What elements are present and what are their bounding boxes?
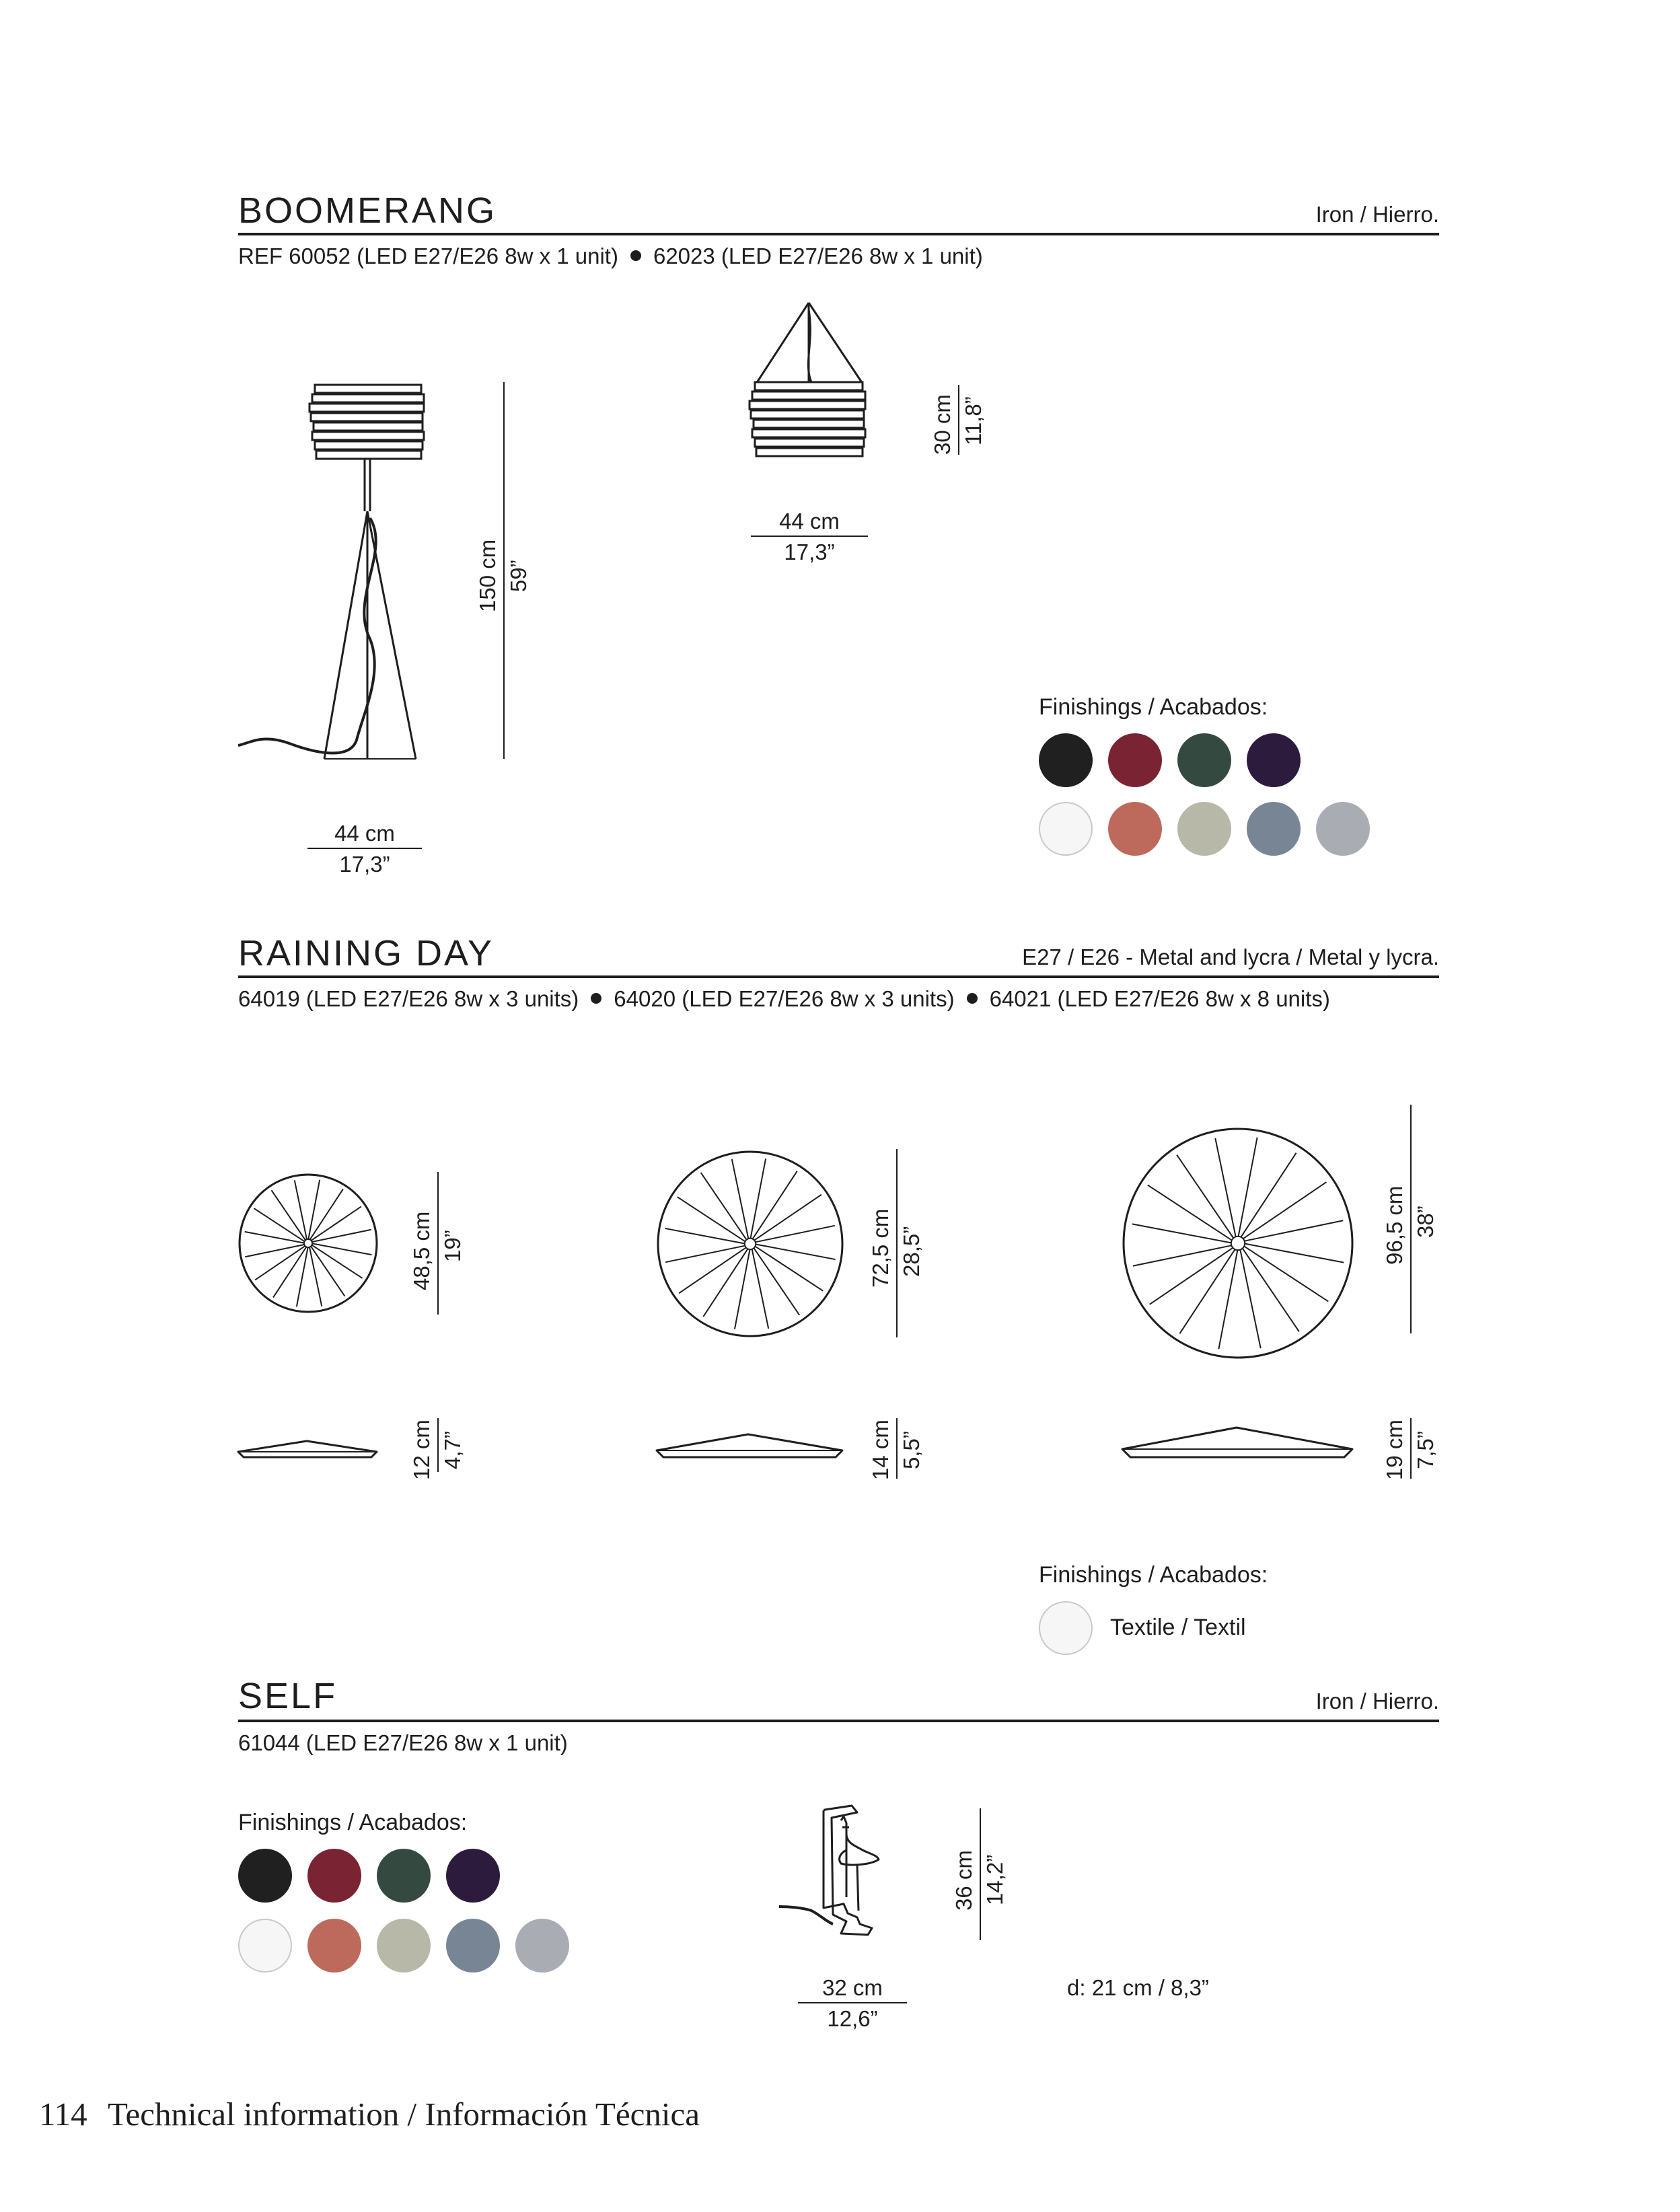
swatch-dark-green (1177, 733, 1231, 787)
boomerang-title: BOOMERANG (238, 190, 497, 231)
raining-day-material: E27 / E26 - Metal and lycra / Metal y lycra. (1022, 945, 1439, 969)
self-width-cm: 32 cm (822, 1975, 883, 2000)
raining-day-finishings-label: Finishings / Acabados: (1039, 1562, 1268, 1588)
raining-day-large-top-view (1122, 1128, 1352, 1358)
ref-separator-bullet (967, 993, 978, 1004)
raining-day-ref-1: 64019 (LED E27/E26 8w x 3 units) (238, 986, 579, 1011)
raining-day-ref-2: 64020 (LED E27/E26 8w x 3 units) (614, 986, 955, 1011)
self-title: SELF (238, 1676, 338, 1716)
swatch-slate-blue (446, 1919, 500, 1973)
large-diameter-in: 38” (1413, 1206, 1438, 1238)
swatch-textile-white (1039, 1601, 1093, 1655)
boomerang-finishings-label: Finishings / Acabados: (1039, 694, 1268, 720)
boomerang-material: Iron / Hierro. (1315, 202, 1439, 227)
swatch-black (1039, 733, 1093, 787)
raining-day-rule (238, 975, 1439, 978)
boomerang-ref-1: REF 60052 (LED E27/E26 8w x 1 unit) (238, 244, 618, 268)
ref-separator-bullet (591, 993, 601, 1004)
swatch-burgundy (307, 1849, 361, 1903)
medium-height-line (896, 1418, 898, 1479)
boomerang-floor-lamp-drawing (235, 377, 437, 774)
swatch-white (1039, 802, 1093, 856)
small-height-line (437, 1418, 439, 1472)
swatch-burgundy (1108, 733, 1162, 787)
floor-lamp-height-cm: 150 cm (475, 539, 500, 612)
boomerang-pendant-drawing (747, 303, 875, 464)
raining-day-small-side-view (237, 1438, 378, 1460)
small-diameter-line (437, 1172, 439, 1315)
medium-height-in: 5,5” (899, 1431, 924, 1469)
self-swatches (238, 1849, 575, 1977)
raining-day-ref-3: 64021 (LED E27/E26 8w x 8 units) (989, 986, 1330, 1011)
boomerang-swatches (1039, 733, 1375, 861)
self-height-cm: 36 cm (951, 1850, 976, 1911)
swatch-slate-blue (1247, 802, 1301, 856)
small-diameter-cm: 48,5 cm (409, 1211, 434, 1290)
self-ref-1: 61044 (LED E27/E26 8w x 1 unit) (238, 1730, 568, 1755)
raining-day-medium-side-view (655, 1432, 844, 1460)
swatch-dark-purple (446, 1849, 500, 1903)
floor-lamp-width-line (307, 848, 422, 849)
textile-label: Textile / Textil (1110, 1615, 1246, 1640)
small-diameter-in: 19” (440, 1230, 465, 1262)
swatch-terracotta (307, 1919, 361, 1973)
self-height-line (980, 1808, 981, 1940)
ref-separator-bullet (630, 250, 641, 261)
self-height-in: 14,2” (982, 1854, 1007, 1905)
self-lamp-drawing (776, 1803, 924, 1951)
self-rule (238, 1720, 1439, 1722)
swatch-dark-green (377, 1849, 431, 1903)
large-diameter-line (1410, 1105, 1412, 1333)
large-diameter-cm: 96,5 cm (1382, 1185, 1407, 1265)
large-height-in: 7,5” (1413, 1431, 1438, 1469)
floor-lamp-height-in: 59” (506, 560, 531, 592)
swatch-sage (377, 1919, 431, 1973)
pendant-width-line (751, 536, 868, 537)
medium-diameter-cm: 72,5 cm (868, 1208, 893, 1288)
pendant-height-cm: 30 cm (930, 394, 955, 455)
boomerang-ref-2: 62023 (LED E27/E26 8w x 1 unit) (653, 244, 983, 268)
self-width-in: 12,6” (827, 2006, 878, 2031)
medium-height-cm: 14 cm (868, 1420, 893, 1480)
footer-text: Technical information / Información Técnica (107, 2096, 700, 2133)
swatch-light-grey (1316, 802, 1370, 856)
pendant-height-line (958, 385, 959, 455)
floor-lamp-width-in: 17,3” (339, 852, 390, 877)
swatch-dark-purple (1247, 733, 1301, 787)
self-material: Iron / Hierro. (1315, 1689, 1439, 1713)
medium-diameter-line (896, 1149, 898, 1337)
raining-day-large-side-view (1121, 1425, 1354, 1460)
boomerang-rule (238, 233, 1439, 235)
pendant-width-in: 17,3” (784, 540, 835, 564)
pendant-width-cm: 44 cm (779, 509, 840, 533)
medium-diameter-in: 28,5” (899, 1226, 924, 1277)
swatch-black (238, 1849, 292, 1903)
page-number: 114 (39, 2096, 87, 2133)
self-width-line (798, 2002, 907, 2003)
raining-day-refs (238, 988, 1330, 1010)
swatch-light-grey (515, 1919, 569, 1973)
swatch-terracotta (1108, 802, 1162, 856)
self-refs (238, 1732, 568, 1754)
large-height-cm: 19 cm (1382, 1420, 1407, 1480)
large-height-line (1410, 1418, 1412, 1479)
floor-lamp-width-cm: 44 cm (334, 821, 395, 846)
small-height-in: 4,7” (440, 1431, 465, 1469)
swatch-white (238, 1919, 292, 1973)
swatch-sage (1177, 802, 1231, 856)
raining-day-small-top-view (238, 1173, 377, 1312)
raining-day-title: RAINING DAY (238, 933, 495, 973)
pendant-height-in: 11,8” (961, 396, 986, 445)
boomerang-refs (238, 245, 983, 267)
self-finishings-label: Finishings / Acabados: (238, 1810, 468, 1835)
raining-day-medium-top-view (657, 1150, 842, 1336)
small-height-cm: 12 cm (409, 1420, 434, 1480)
floor-lamp-height-line (503, 382, 505, 759)
footer (39, 2098, 700, 2131)
self-depth: d: 21 cm / 8,3” (1067, 1975, 1209, 2000)
